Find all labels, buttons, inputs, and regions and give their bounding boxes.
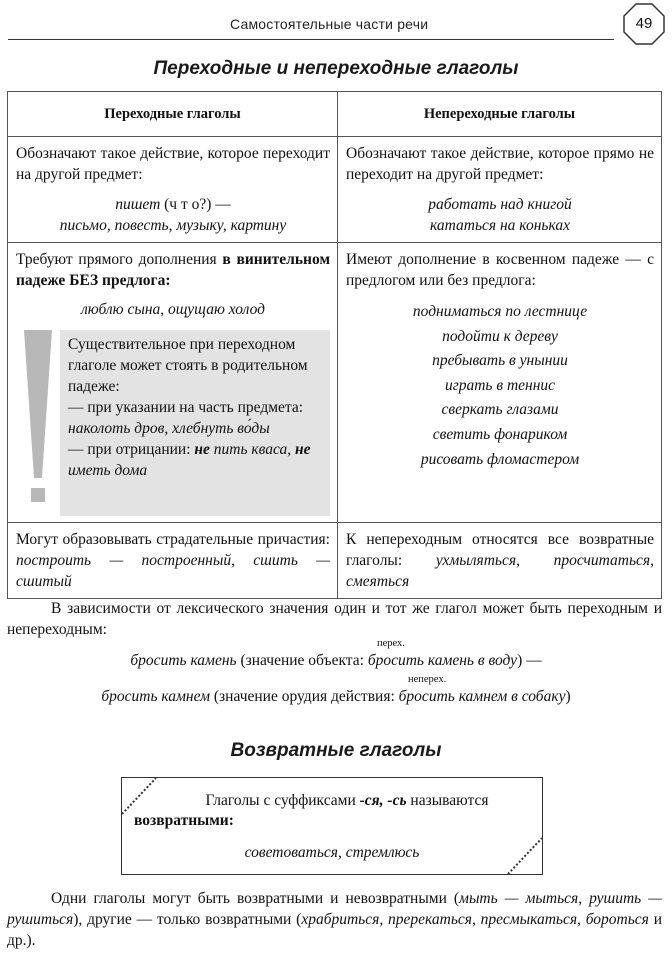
rule-text: Глаголы с суффиксами -ся, -сь называются возвратными: советоваться, стремлюсь: [122, 792, 542, 862]
example-list: [346, 291, 654, 472]
example: кататься на коньках: [430, 217, 570, 234]
list-item: сверкать глазами: [441, 401, 559, 419]
example: люблю сына, ощущаю холод: [81, 301, 265, 318]
section-title-reflexive: Возвратные глаголы: [230, 740, 442, 761]
cell-text: Требуют прямого дополнения в винительном падеже БЕЗ предлога:: [16, 251, 330, 289]
transitivity-table: [7, 91, 662, 599]
cell-text: Обозначают такое действие, которое прямо не переходит на другой предмет:: [346, 145, 654, 183]
table-cell: [8, 243, 338, 523]
page-header: [0, 0, 672, 44]
example: письмо, повесть, музыку, картину: [59, 217, 287, 234]
list-item: подниматься по лестнице: [412, 303, 588, 320]
list-item: — при указании на часть предмета: наколоть дров, хлебнуть во́ды: [68, 399, 304, 437]
example-line: бросить камнем (значение орудия действия: бросить камнем в собаку): [101, 688, 571, 705]
list-item: — при отрицании: не пить кваса, не иметь дома: [68, 441, 311, 479]
table-row: [8, 243, 662, 523]
list-item: подойти к дереву: [442, 327, 558, 345]
table-cell: [8, 137, 338, 243]
cell-text: Обозначают такое действие, которое переходит на другой предмет:: [16, 145, 330, 183]
section-title-transitive: Переходные и непереходные глаголы: [153, 58, 519, 79]
page-number-badge: [622, 2, 666, 46]
note-text: Существительное при переходном глаголе может стоять в родительном падеже: — при указании на часть предмета: наколоть дров, хлебнуть во́ды — при отрицании: не пить кваса, не иметь дома: [60, 330, 330, 516]
example-line: бросить камень (значение объекта: бросить камень в воду) —: [130, 652, 542, 669]
table-cell: [338, 243, 662, 523]
running-title: Самостоятельные части речи: [230, 16, 429, 32]
example: советоваться, стремлюсь: [244, 844, 420, 861]
example: пишет (ч т о?) —: [115, 196, 231, 213]
superscript-label: перех.: [377, 638, 405, 649]
header-rule: [8, 39, 614, 40]
table-row: [8, 523, 662, 599]
list-item: рисовать фломастером: [420, 450, 580, 468]
list-item: играть в теннис: [444, 376, 556, 394]
col-header-intransitive: Непереходные глаголы: [338, 92, 662, 137]
table-header-row: [8, 92, 662, 137]
cell-text: Имеют дополнение в косвенном падеже — с предлогом или без предлога:: [346, 251, 654, 289]
table-row: [8, 137, 662, 243]
col-header-transitive: Переходные глаголы: [8, 92, 338, 137]
list-item: светить фонариком: [432, 425, 568, 443]
list-item: пребывать в унынии: [432, 352, 568, 370]
table-cell: К непереходным относятся все возвратные глаголы: ухмыляться, просчитаться, смеяться: [338, 523, 662, 599]
note-box: [16, 330, 330, 516]
example: работать над книгой: [428, 196, 572, 213]
page-number: 49: [635, 15, 653, 32]
exclamation-icon: [16, 330, 60, 516]
table-cell: [338, 137, 662, 243]
rule-box: [121, 777, 543, 875]
paragraph: Одни глаголы могут быть возвратными и невозвратными (мыть — мыться, рушить — рушиться), другие — только возвратными (храбриться, пререкаться, пресмыкаться, бороться и др.).: [7, 890, 663, 949]
table-cell: Могут образовывать страдательные причастия: построить — построенный, сшить — сшитый: [8, 523, 338, 599]
paragraph: В зависимости от лексического значения один и тот же глагол может быть переходным и непереходным:: [7, 600, 662, 638]
superscript-label: неперех.: [408, 674, 447, 685]
